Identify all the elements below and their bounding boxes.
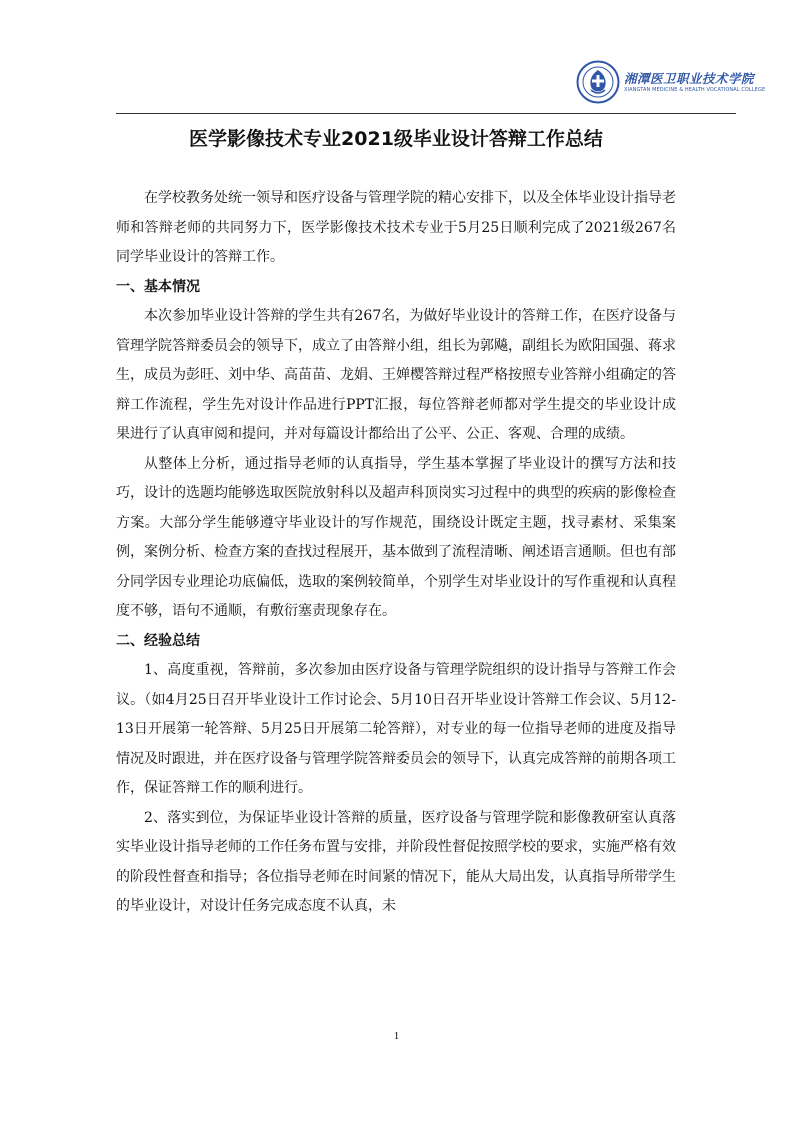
college-english-name: XIANGTAN MEDICINE & HEALTH VOCATIONAL COLLEGE xyxy=(624,87,766,93)
college-name: 湘潭医卫职业技术学院 xyxy=(624,71,755,86)
college-emblem-icon xyxy=(576,60,620,104)
paragraph: 从整体上分析，通过指导老师的认真指导，学生基本掌握了毕业设计的撰写方法和技巧，设计的选题均能够选取医院放射科以及超声科顶岗实习过程中的典型的疾病的影像检查方案。大部分学生能够遵守毕业设计的写作规范，围绕设计既定主题，找寻素材、采集案例，案例分析、检查方案的查找过程展开，基本做到了流程清晰、阐述语言通顺。但也有部分同学因专业理论功底偏低，选取的案例较简单，个别学生对毕业设计的写作重视和认真程度不够，语句不通顺，有敷衍塞责现象存在。 xyxy=(116,455,676,619)
header-divider xyxy=(116,113,736,114)
document-body xyxy=(116,120,676,922)
section-experience-summary xyxy=(116,627,676,922)
paragraph: 2、落实到位，为保证毕业设计答辩的质量，医疗设备与管理学院和影像教研室认真落实毕业设计指导老师的工作任务布置与安排，并阶段性督促按照学校的要求，实施严格有效的阶段性督查和指导；各位指导老师在时间紧的情况下，能从大局出发，认真指导所带学生的毕业设计，对设计任务完成态度不认真，未 xyxy=(116,809,676,914)
document-title: 医学影像技术专业2021级毕业设计答辩工作总结 xyxy=(189,128,603,150)
paragraph: 1、高度重视，答辩前，多次参加由医疗设备与管理学院组织的设计指导与答辩工作会议。（如4月25日召开毕业设计工作讨论会、5月10日召开毕业设计答辩工作会议、5月12-13日开展第一轮答辩、5月25日开展第二轮答辩），对专业的每一位指导老师的进度及指导情况及时跟进，并在医疗设备与管理学院答辩委员会的领导下，认真完成答辩的前期各项工作，保证答辩工作的顺利进行。 xyxy=(116,662,676,796)
section-heading: 二、经验总结 xyxy=(116,632,200,649)
section-basic-situation xyxy=(116,273,676,627)
page-header xyxy=(116,56,766,114)
section-heading: 一、基本情况 xyxy=(116,278,200,295)
intro-paragraph: 在学校教务处统一领导和医疗设备与管理学院的精心安排下，以及全体毕业设计指导老师和答辩老师的共同努力下，医学影像技术技术专业于5月25日顺利完成了2021级267名同学毕业设计的答辩工作。 xyxy=(116,190,676,265)
college-logo xyxy=(576,60,766,106)
page-number: 1 xyxy=(393,1030,400,1042)
paragraph: 本次参加毕业设计答辩的学生共有267名，为做好毕业设计的答辩工作，在医疗设备与管理学院答辩委员会的领导下，成立了由答辩小组，组长为郭飚，副组长为欧阳国强、蒋求生，成员为彭旺、刘中华、高苗苗、龙娟、王婵樱答辩过程严格按照专业答辩小组确定的答辩工作流程，学生先对设计作品进行PPT汇报，每位答辩老师都对学生提交的毕业设计成果进行了认真审阅和提问，并对每篇设计都给出了公平、公正、客观、合理的成绩。 xyxy=(116,308,676,442)
